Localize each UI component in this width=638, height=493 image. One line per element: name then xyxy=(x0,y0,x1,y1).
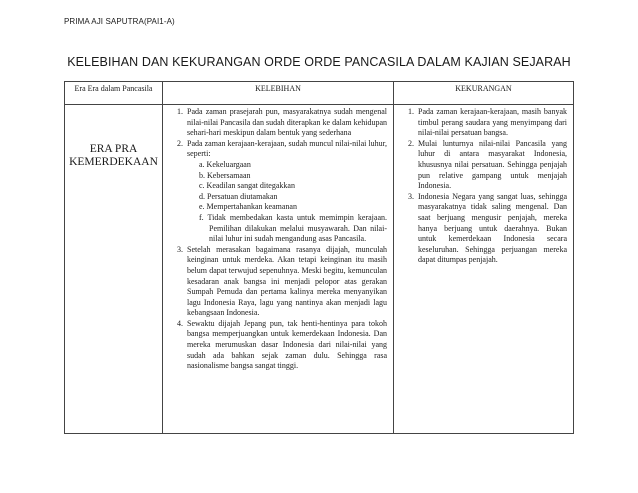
kelebihan-item: 1. Pada zaman prasejarah pun, masyarakatnya sudah mengenal nilai-nilai Pancasila dan sudah diterapkan ke dalam kehidupan sehari-hari meskipun dalam bentuk yang sederhana xyxy=(185,107,387,139)
document-title: KELEBIHAN DAN KEKURANGAN ORDE ORDE PANCASILA DALAM KAJIAN SEJARAH xyxy=(67,55,571,69)
table-row xyxy=(65,105,574,434)
kekurangan-list xyxy=(394,105,573,266)
nilai-luhur-item: d. Persatuan diutamakan xyxy=(199,191,278,201)
kelebihan-list xyxy=(163,105,393,372)
nilai-luhur-item: c. Keadilan sangat ditegakkan xyxy=(199,181,295,191)
header-kekurangan: KEKURANGAN xyxy=(394,82,574,105)
nilai-luhur-item: a. Kekeluargaan xyxy=(199,159,251,169)
kelebihan-cell xyxy=(163,105,394,434)
era-name-cell: ERA PRA KEMERDEKAAN xyxy=(65,105,163,434)
kelebihan-item-text: Pada zaman kerajaan-kerajaan, sudah muncul nilai-nilai luhur, seperti: xyxy=(187,138,387,159)
nilai-luhur-item: e. Mempertahankan keamanan xyxy=(199,202,297,212)
header-era: Era Era dalam Pancasila xyxy=(65,82,163,105)
kekurangan-item: 2. Mulai lunturnya nilai-nilai Pancasila yang luhur di antara masyarakat Indonesia, khususnya nilai persatuan. Sehingga penjajah pun relative gampang untuk menjajah Indonesia. xyxy=(416,139,567,192)
document-header-author: PRIMA AJI SAPUTRA(PAI1-A) xyxy=(64,17,175,26)
table-header-row xyxy=(65,82,574,105)
kelebihan-item: 3. Setelah merasakan bagaimana rasanya dijajah, munculah keinginan untuk merdeka. Akan tetapi keinginan itu masih belum dapat terwujud sepenuhnya. Meski begitu, kemunculan kesadaran anak bangsa ini menjadi pelopor atas gerakan Sumpah Pemuda dan pertama kalinya mereka menyanyikan lagu Indonesia Raya, lagu yang nantinya akan menjadi lagu kebangsaan Indonesia. xyxy=(185,245,387,319)
kekurangan-item: 3. Indonesia Negara yang sangat luas, sehingga masyarakatnya tidak saling mengenal. Dan saat berjuang mengusir penjajah, mereka hanya berjuang untuk daerahnya. Bukan untuk kemerdekaan Indonesia secara keseluruhan. Sehingga perjuangan mereka dapat ditumpas penjajah. xyxy=(416,192,567,266)
kelebihan-item xyxy=(185,139,387,245)
kelebihan-item: 4. Sewaktu dijajah Jepang pun, tak henti-hentinya para tokoh bangsa memperjuangkan untuk kemerdekaan Indonesia. Dan mereka merumuskan dasar Indonesia dari nilai-nilai yang sudah ada bahkan sejak zaman dulu. Sehingga rasa nasionalisme bangsa sangat tinggi. xyxy=(185,319,387,372)
comparison-table xyxy=(64,81,574,434)
kekurangan-item: 1. Pada zaman kerajaan-kerajaan, masih banyak timbul perang saudara yang menyimpang dari nilai-nilai persatuan bangsa. xyxy=(416,107,567,139)
nilai-luhur-list xyxy=(187,160,387,245)
nilai-luhur-item: f. Tidak membedakan kasta untuk memimpin kerajaan. Pemilihan dilakukan melalui musyawarah. Dan nilai-nilai luhur ini sudah mengandung asas Pancasila. xyxy=(199,212,387,244)
nilai-luhur-item: b. Kebersamaan xyxy=(199,170,251,180)
header-kelebihan: KELEBIHAN xyxy=(163,82,394,105)
kekurangan-cell xyxy=(394,105,574,434)
